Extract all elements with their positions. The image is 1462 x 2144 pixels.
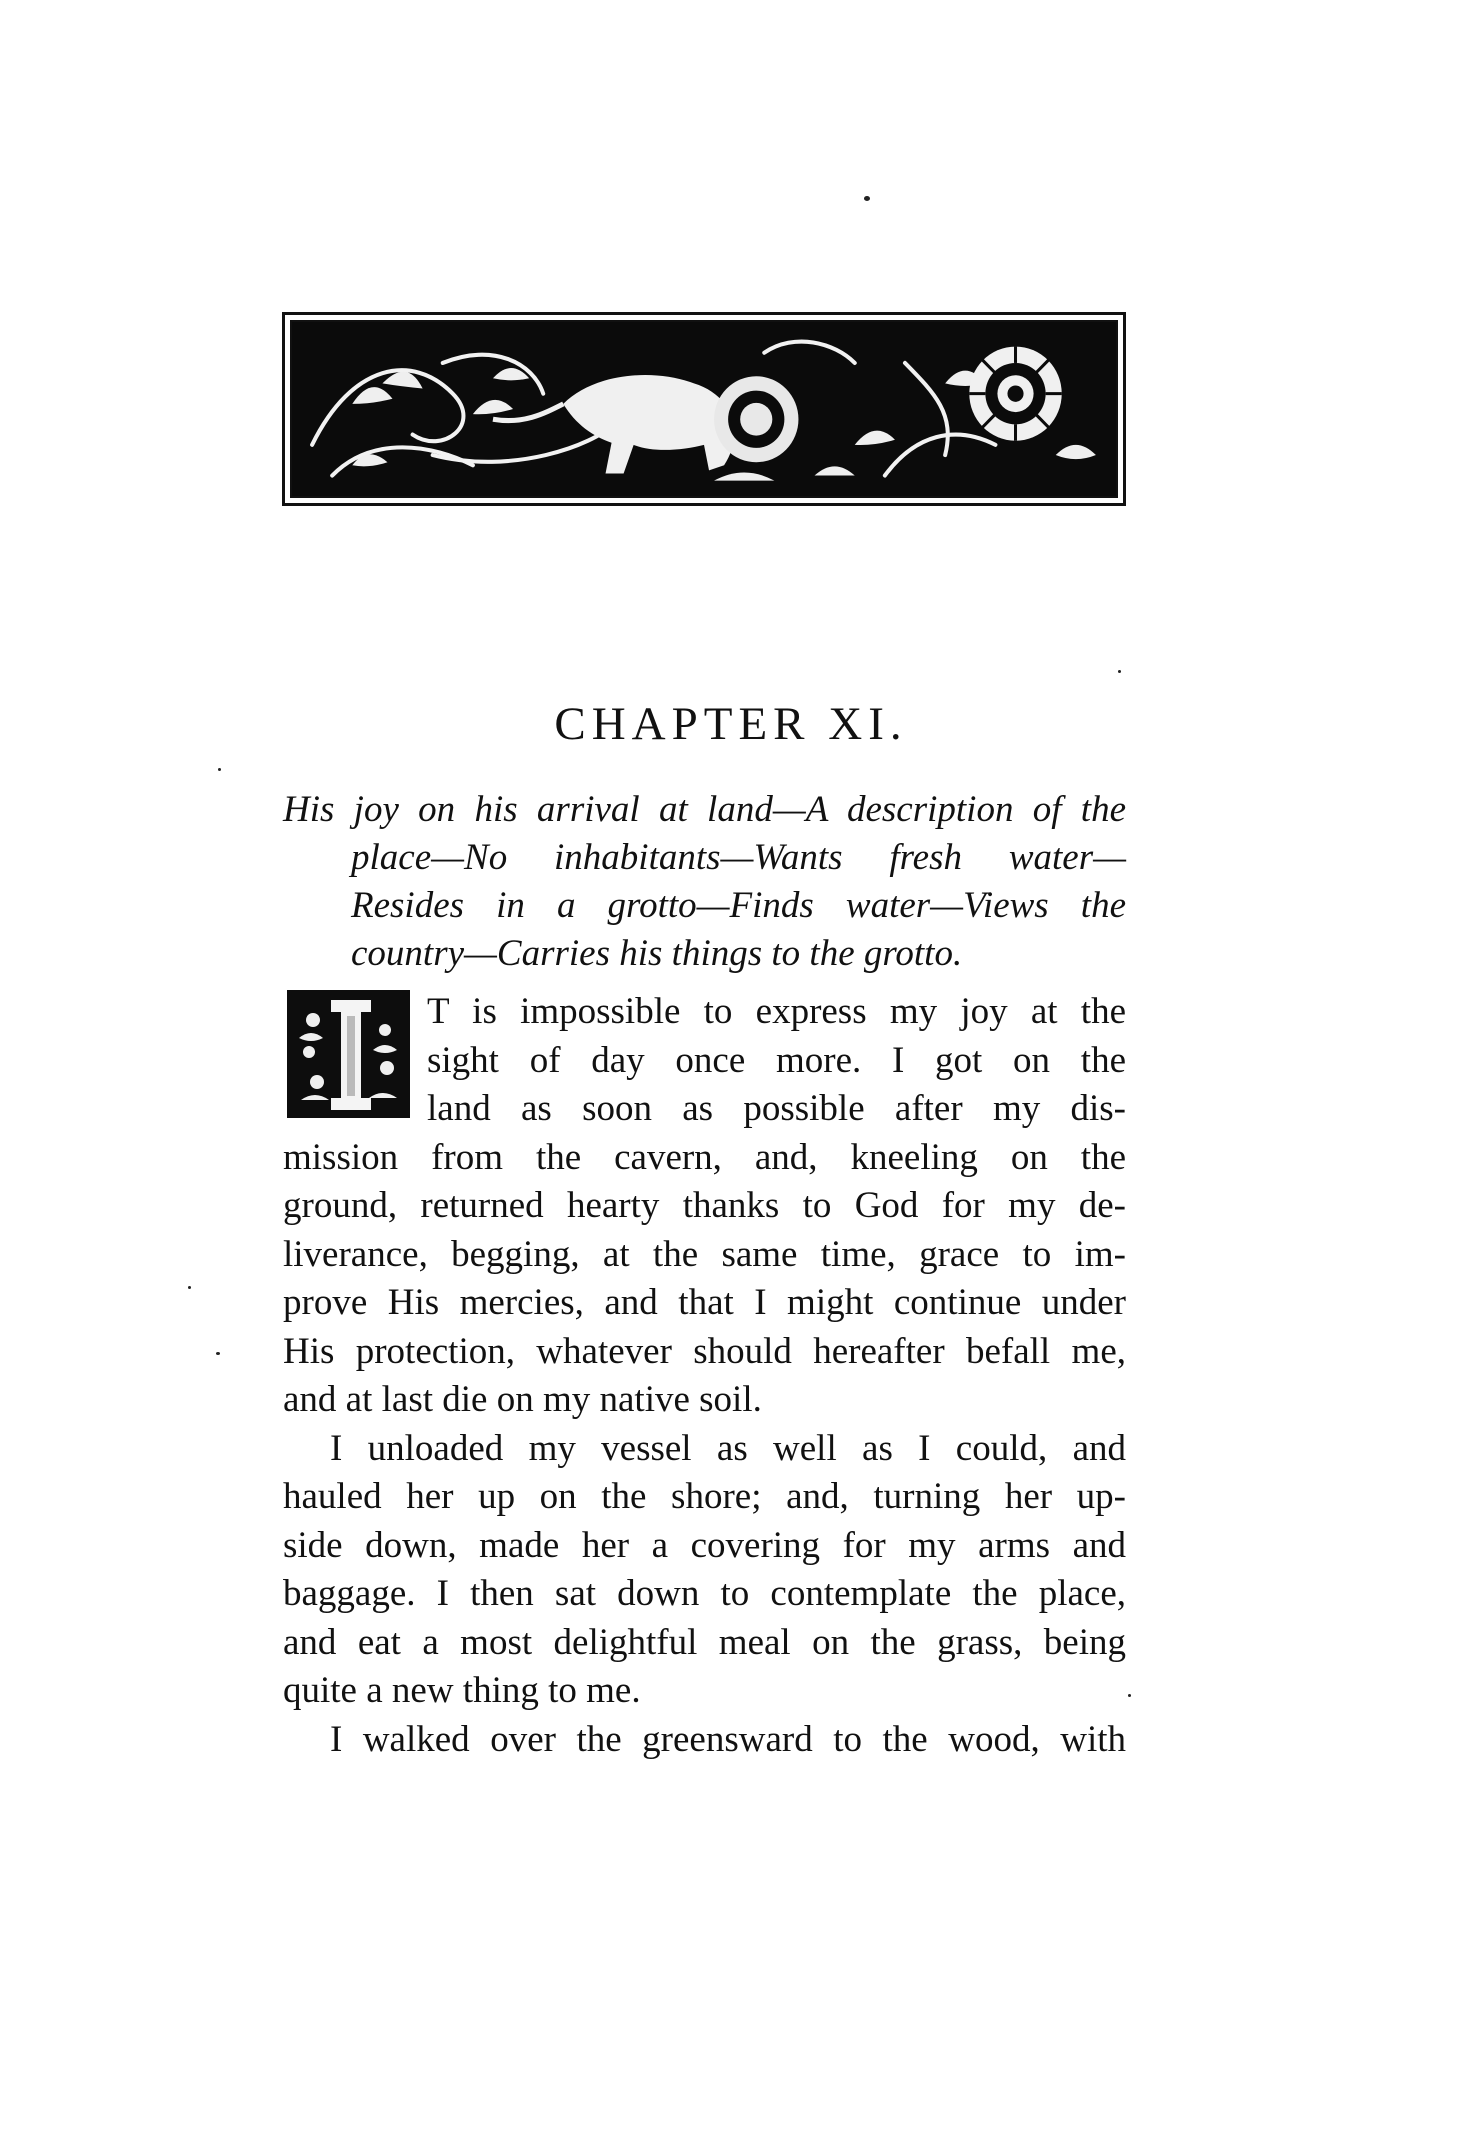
print-speck <box>864 196 870 201</box>
lion-foliage-woodcut-icon <box>292 322 1116 496</box>
text-line: and at last die on my native soil. <box>283 1379 762 1420</box>
summary-line: Resides in a grotto—Finds water—Views the <box>351 885 1126 926</box>
text-line: T is impossible to express my joy at the <box>427 991 1126 1032</box>
headpiece-woodcut <box>290 320 1118 498</box>
text-line: hauled her up on the shore; and, turning her up- <box>283 1476 1126 1517</box>
text-line: liverance, begging, at the same time, grace to im- <box>283 1233 1126 1275</box>
print-speck <box>188 1286 191 1289</box>
text-line: His protection, whatever should hereafter befall me, <box>283 1330 1126 1372</box>
text-line: side down, made her a covering for my arms and <box>283 1524 1126 1566</box>
text-line: I walked over the greensward to the wood, with <box>330 1718 1126 1760</box>
body-text <box>283 988 1126 1764</box>
chapter-title: CHAPTER XI. <box>554 698 908 750</box>
text-line: prove His mercies, and that I might continue under <box>283 1282 1126 1323</box>
summary-line: country—Carries his things to the grotto. <box>351 933 963 974</box>
chapter-summary <box>283 786 1126 978</box>
text-line: quite a new thing to me. <box>283 1670 641 1711</box>
summary-line: place—No inhabitants—Wants fresh water— <box>351 837 1126 878</box>
text-line: I unloaded my vessel as well as I could, and <box>330 1427 1126 1469</box>
text-line: ground, returned hearty thanks to God for my de- <box>283 1185 1126 1226</box>
chapter-headpiece-ornament <box>282 312 1126 506</box>
print-speck <box>1118 670 1121 673</box>
text-line: sight of day once more. I got on the <box>427 1039 1126 1081</box>
print-speck <box>216 1352 220 1355</box>
text-line: and eat a most delightful meal on the grass, being <box>283 1621 1126 1663</box>
text-line: land as soon as possible after my dis- <box>427 1088 1126 1129</box>
text-line: mission from the cavern, and, kneeling on the <box>283 1136 1126 1178</box>
summary-line: His joy on his arrival at land—A description of the <box>283 789 1126 830</box>
print-speck <box>218 768 221 771</box>
text-line: baggage. I then sat down to contemplate the place, <box>283 1573 1126 1614</box>
print-speck <box>1128 1694 1131 1697</box>
